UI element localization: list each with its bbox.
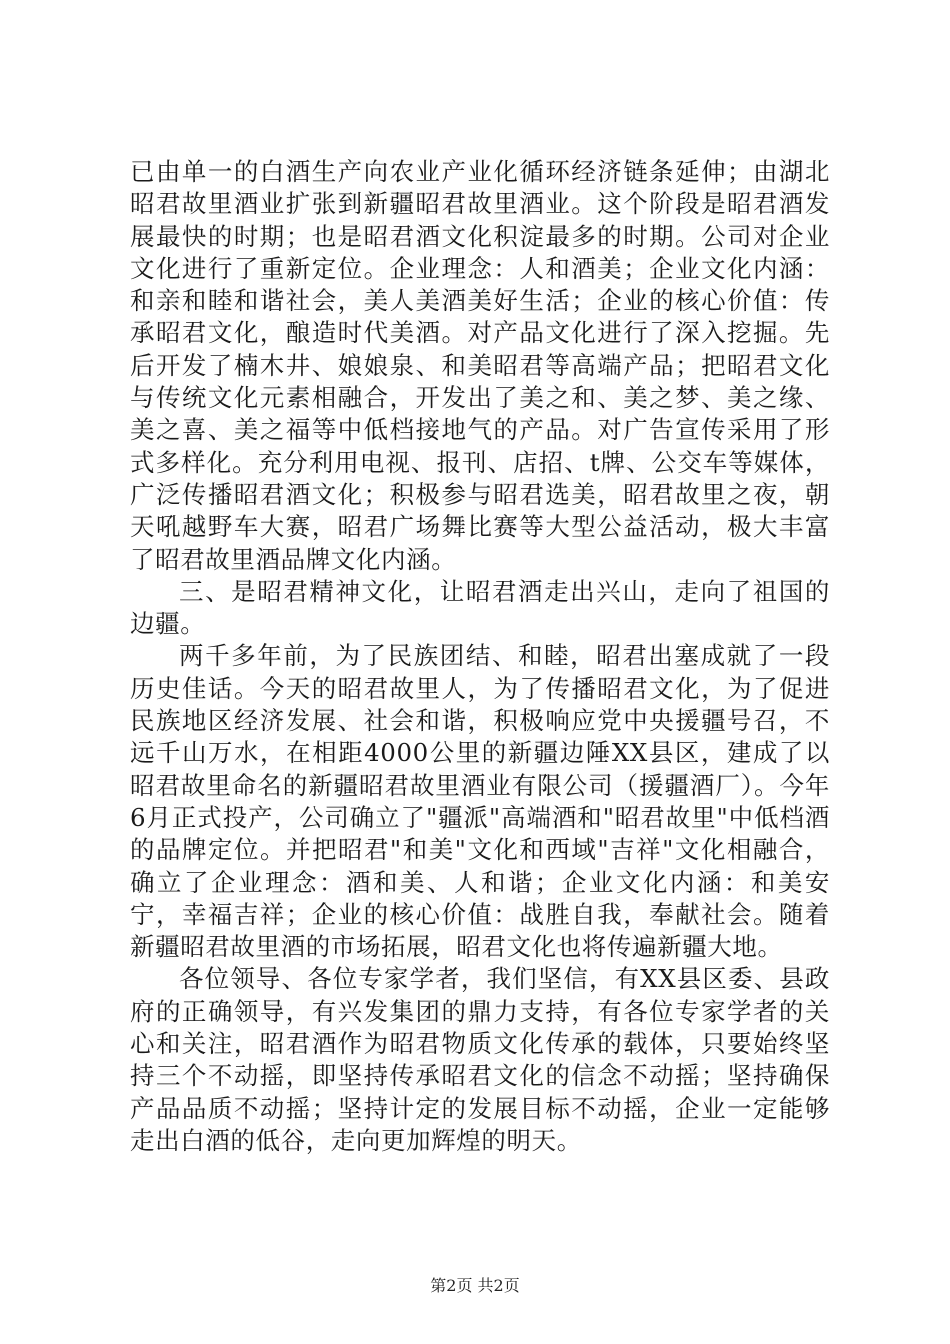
document-body <box>130 156 830 1157</box>
page-footer: 第2页 共2页 <box>430 1276 520 1295</box>
paragraph-continuation: 已由单一的白酒生产向农业产业化循环经济链条延伸；由湖北昭君故里酒业扩张到新疆昭君故里酒业。这个阶段是昭君酒发展最快的时期；也是昭君酒文化积淀最多的时期。公司对企业文化进行了重新定位。企业理念：人和酒美；企业文化内涵：和亲和睦和谐社会，美人美酒美好生活；企业的核心价值：传承昭君文化，酿造时代美酒。对产品文化进行了深入挖掘。先后开发了楠木井、娘娘泉、和美昭君等高端产品；把昭君文化与传统文化元素相融合，开发出了美之和、美之梦、美之缘、美之喜、美之福等中低档接地气的产品。对广告宣传采用了形式多样化。充分利用电视、报刊、店招、t牌、公交车等媒体，广泛传播昭君酒文化；积极参与昭君选美，昭君故里之夜，朝天吼越野车大赛，昭君广场舞比赛等大型公益活动，极大丰富了昭君故里酒品牌文化内涵。 <box>130 157 830 574</box>
paragraph-conclusion: 各位领导、各位专家学者，我们坚信，有XX县区委、县政府的正确领导，有兴发集团的鼎力支持，有各位专家学者的关心和关注，昭君酒作为昭君物质文化传承的载体，只要始终坚持三个不动摇，即坚持传承昭君文化的信念不动摇；坚持确保产品品质不动摇；坚持计定的发展目标不动摇，企业一定能够走出白酒的低谷，走向更加辉煌的明天。 <box>130 964 830 1155</box>
paragraph-history: 两千多年前，为了民族团结、和睦，昭君出塞成就了一段历史佳话。今天的昭君故里人，为了传播昭君文化，为了促进民族地区经济发展、社会和谐，积极响应党中央援疆号召，不远千山万水，在相距4000公里的新疆边陲XX县区，建成了以昭君故里命名的新疆昭君故里酒业有限公司（援疆酒厂）。今年6月正式投产，公司确立了"疆派"高端酒和"昭君故里"中低档酒的品牌定位。并把昭君"和美"文化和西域"吉祥"文化相融合，确立了企业理念：酒和美、人和谐；企业文化内涵：和美安宁，幸福吉祥；企业的核心价值：战胜自我，奉献社会。随着新疆昭君故里酒的市场拓展，昭君文化也将传遍新疆大地。 <box>130 641 830 962</box>
paragraph-section-three-heading: 三、是昭君精神文化，让昭君酒走出兴山，走向了祖国的边疆。 <box>130 576 830 639</box>
